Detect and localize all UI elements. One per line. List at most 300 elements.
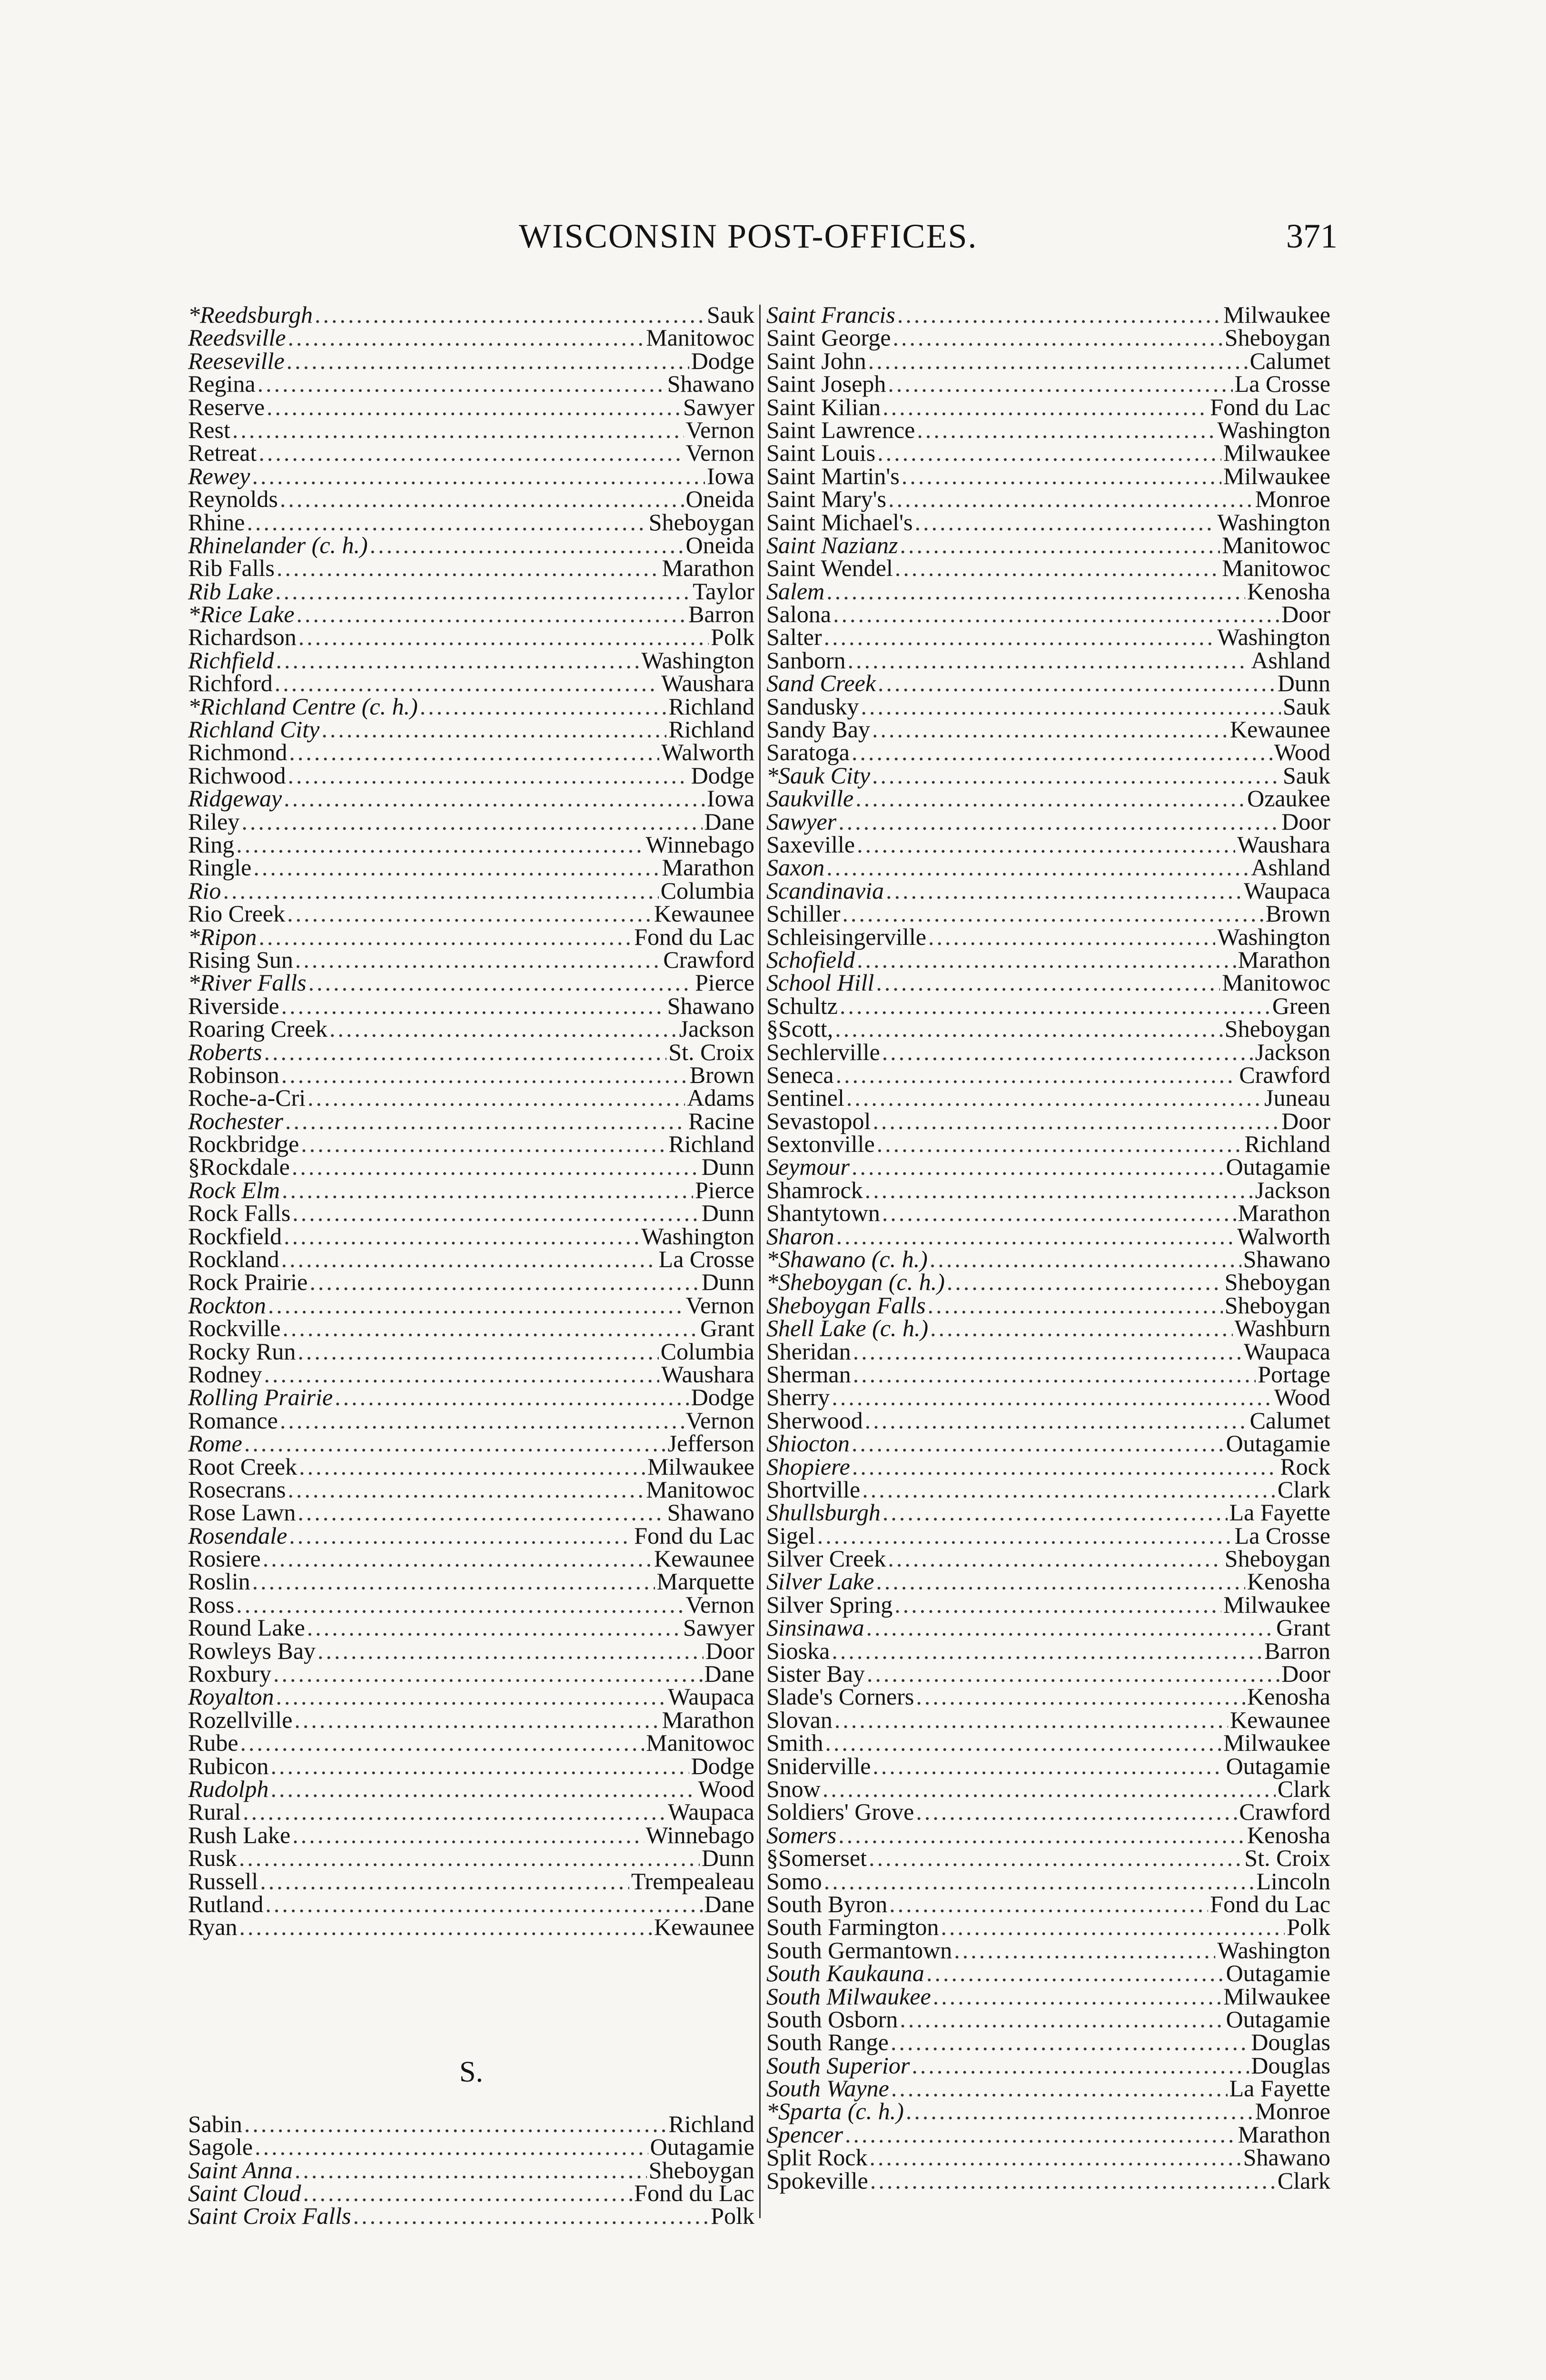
county-name: Dunn [701,1269,754,1296]
dot-leader [888,372,1232,395]
post-office-entry [188,1570,754,1593]
county-name: Outagamie [1226,1960,1330,1987]
dot-leader [836,1225,1235,1248]
dot-leader [253,856,660,879]
post-office-entry [766,1063,1330,1086]
county-name: Marquette [656,1568,754,1595]
county-name: Waupaca [668,1683,754,1710]
dot-leader [855,787,1245,810]
county-name: Adams [687,1084,754,1111]
county-name: Kenosha [1247,1568,1330,1595]
county-name: Sheboygan [1224,1269,1330,1296]
dot-leader [882,1041,1253,1063]
post-office-entry [188,1246,754,1273]
post-office-name: Shopiere [766,1453,850,1480]
county-name: Juneau [1264,1084,1330,1111]
post-office-name: Richwood [188,762,286,789]
dot-leader [232,418,684,441]
county-name: Walworth [1237,1222,1330,1250]
post-office-name: Rube [188,1729,238,1756]
post-office-name: Salem [766,577,825,605]
county-name: Milwaukee [1223,1983,1330,2010]
county-name: Kenosha [1247,1683,1330,1710]
county-name: Jackson [1255,1038,1330,1065]
section-gap [188,1939,754,2055]
post-office-name: Rolling Prairie [188,1384,333,1411]
county-name: Dodge [691,762,754,789]
post-office-name: Round Lake [188,1614,305,1641]
county-name: Door [1281,1660,1330,1687]
dot-leader [867,1662,1279,1685]
post-office-entry [188,303,754,326]
post-office-name: Rock Falls [188,1200,291,1227]
post-office-name: Rutland [188,1890,264,1917]
post-office-name: Rock Elm [188,1176,280,1203]
post-office-entry [766,879,1330,902]
post-office-entry [766,2005,1330,2033]
dot-leader [889,1893,1208,1915]
post-office-entry [766,1685,1330,1708]
post-office-entry [188,879,754,902]
post-office-name: Rockbridge [188,1130,299,1158]
county-name: Manitowoc [1222,531,1330,558]
post-office-name: Roaring Creek [188,1015,327,1042]
post-office-entry [188,1269,754,1296]
county-name: St. Croix [1244,1844,1330,1872]
county-name: Jackson [679,1015,754,1042]
post-office-entry [766,1936,1330,1964]
county-name: Door [1281,1107,1330,1134]
post-office-name: Rusk [188,1844,237,1872]
county-name: Marathon [1238,1200,1330,1227]
post-office-name: Shell Lake (c. h.) [766,1315,929,1342]
county-name: Shawano [667,370,754,397]
county-name: Sauk [1283,762,1330,789]
post-office-entry [766,2077,1330,2100]
dot-leader [281,994,665,1017]
post-office-entry [766,1777,1330,1800]
dot-leader [275,672,659,694]
post-office-entry [188,1616,754,1639]
county-name: Milwaukee [1223,1729,1330,1756]
post-office-entry [188,1130,754,1158]
post-office-name: Sherwood [766,1407,863,1434]
post-office-entry [188,1063,754,1086]
post-office-name: Ring [188,831,235,858]
post-office-name: Rose Lawn [188,1499,296,1526]
dot-leader [832,1386,1272,1408]
post-office-name: Sister Bay [766,1660,865,1687]
county-name: Richland [1244,1130,1330,1158]
dot-leader [852,1155,1224,1178]
post-office-name: Sechlerville [766,1038,880,1065]
post-office-name: Roxbury [188,1660,271,1687]
post-office-entry [188,372,754,395]
post-office-name: Sinsinawa [766,1614,864,1641]
dot-leader [930,1317,1232,1339]
county-name: Manitowoc [646,1476,754,1503]
county-name: Outagamie [1226,1752,1330,1779]
dot-leader [243,1800,666,1823]
post-office-name: South Germantown [766,1936,952,1964]
post-office-name: Romance [188,1407,278,1434]
county-name: Oneida [685,486,754,513]
dot-leader [273,1662,703,1685]
post-office-name: Regina [188,370,256,397]
county-name: Calumet [1249,1407,1330,1434]
county-name: Washburn [1234,1315,1330,1342]
county-name: Ozaukee [1247,785,1330,812]
dot-leader [877,1132,1243,1155]
county-name: Richland [668,2110,754,2137]
post-office-entry [766,601,1330,628]
dot-leader [876,1570,1245,1593]
county-name: Walworth [661,739,754,766]
county-name: La Crosse [1234,1522,1330,1549]
dot-leader [258,372,665,395]
post-office-name: Sharon [766,1222,834,1250]
dot-leader [868,349,1248,372]
post-office-entry [766,326,1330,349]
dot-leader [288,1478,644,1501]
post-office-entry [188,1340,754,1363]
post-office-name: Saukville [766,785,854,812]
dot-leader [287,349,689,372]
county-name: Marathon [662,555,754,582]
post-office-entry [188,925,754,948]
county-name: Washington [641,646,754,674]
post-office-name: *Sparta (c. h.) [766,2098,904,2125]
post-office-entry [188,764,754,787]
county-name: Shawano [667,1499,754,1526]
post-office-entry [766,1360,1330,1388]
post-office-name: Seymour [766,1153,850,1180]
post-office-name: Slade's Corners [766,1683,914,1710]
post-office-name: Saint Joseph [766,370,886,397]
dot-leader [297,1340,658,1363]
post-office-entry [188,1844,754,1872]
post-office-entry [766,1246,1330,1273]
county-name: Dunn [701,1153,754,1180]
county-name: Door [1281,808,1330,835]
dot-leader [321,718,666,741]
post-office-name: *Rice Lake [188,601,295,628]
post-office-name: Reynolds [188,486,278,513]
dot-leader [303,2182,633,2204]
post-office-name: Spokeville [766,2167,868,2194]
dot-leader [834,1708,1228,1731]
post-office-name: *Ripon [188,923,257,950]
dot-leader [941,1915,1285,1938]
post-office-name: Sandusky [766,693,859,720]
left-column-s-list [188,2112,754,2228]
county-name: Clark [1277,2167,1330,2194]
post-office-entry [188,787,754,810]
county-name: Sheboygan [1224,1015,1330,1042]
post-office-entry [766,441,1330,464]
post-office-name: Sagole [188,2133,253,2161]
post-office-name: Rockville [188,1315,281,1342]
dot-leader [915,511,1216,534]
dot-leader [872,718,1228,741]
dot-leader [277,556,660,579]
post-office-entry [766,1130,1330,1158]
dot-leader [239,1915,652,1938]
post-office-name: *Sheboygan (c. h.) [766,1269,945,1296]
post-office-name: Rosiere [188,1545,261,1572]
dot-leader [297,1501,665,1524]
dot-leader [275,580,691,603]
post-office-name: Saint Anna [188,2156,293,2183]
post-office-entry [188,1501,754,1524]
post-office-entry [766,1844,1330,1872]
post-office-name: Rhinelander (c. h.) [188,531,368,558]
county-name: Rock [1280,1453,1330,1480]
county-name: Columbia [660,877,754,904]
dot-leader [857,948,1236,971]
post-office-entry [188,441,754,464]
post-office-name: Slovan [766,1706,832,1733]
post-office-entry [188,1685,754,1708]
dot-leader [223,879,658,902]
post-office-name: §Somerset [766,1844,867,1872]
dot-leader [928,1294,1223,1317]
post-office-entry [766,1340,1330,1363]
post-office-entry [766,2029,1330,2056]
post-office-entry [766,670,1330,697]
post-office-name: Schofield [766,946,855,973]
county-name: Douglas [1251,2029,1330,2056]
post-office-name: School Hill [766,969,874,996]
post-office-name: *Sauk City [766,762,871,789]
post-office-entry [188,2179,754,2206]
dot-leader [824,625,1216,648]
post-office-name: Saint Louis [766,439,876,466]
post-office-name: Rudolph [188,1775,269,1802]
dot-leader [315,303,705,326]
county-name: Shawano [1243,1246,1330,1273]
dot-leader [281,1063,688,1086]
post-office-name: Richford [188,670,273,697]
county-name: Dodge [691,347,754,374]
post-office-name: South Byron [766,1890,888,1917]
post-office-entry [188,508,754,536]
post-office-entry [766,856,1330,879]
post-office-entry [188,1200,754,1227]
dot-leader [882,1501,1228,1524]
post-office-entry [766,1570,1330,1593]
dot-leader [895,556,1220,579]
dot-leader [826,856,1249,879]
county-name: Door [705,1637,754,1664]
dot-leader [823,1777,1276,1800]
post-office-entry [188,1478,754,1501]
dot-leader [292,1155,700,1178]
county-name: La Fayette [1229,1499,1330,1526]
dot-leader [894,1593,1221,1616]
dot-leader [824,1870,1255,1893]
county-name: La Fayette [1229,2075,1330,2102]
column-divider [759,305,761,2218]
county-name: Kenosha [1247,1821,1330,1848]
dot-leader [301,1132,666,1155]
dot-leader [420,695,667,718]
county-name: Brown [689,1061,754,1088]
post-office-entry [766,1315,1330,1342]
post-office-entry [188,1222,754,1250]
county-name: Ashland [1251,646,1330,674]
dot-leader [852,1432,1224,1455]
county-name: Monroe [1255,2098,1330,2125]
post-office-name: Ross [188,1591,235,1618]
county-name: Polk [711,2202,754,2230]
post-office-entry [766,577,1330,605]
post-office-name: Salter [766,624,822,651]
county-name: Grant [700,1315,754,1342]
county-name: Sheboygan [648,2156,754,2183]
post-office-name: Saint Nazianz [766,531,898,558]
post-office-name: South Wayne [766,2075,889,2102]
county-name: Dane [704,1890,754,1917]
county-name: Barron [688,601,754,628]
dot-leader [865,1409,1248,1432]
county-name: Shawano [1243,2144,1330,2171]
dot-leader [845,2123,1236,2146]
post-office-entry [766,1384,1330,1411]
county-name: Pierce [695,1176,754,1203]
post-office-name: Rowleys Bay [188,1637,316,1664]
post-office-name: Reserve [188,393,265,420]
dot-leader [891,2077,1228,2100]
post-office-name: Somo [766,1867,822,1894]
dot-leader [947,1270,1223,1293]
county-name: Jackson [1255,1176,1330,1203]
county-name: Dunn [701,1844,754,1872]
dot-leader [370,534,684,556]
post-office-name: Roche-a-Cri [188,1084,306,1111]
county-name: Polk [1287,1914,1330,1941]
post-office-entry [766,1821,1330,1848]
dot-leader [265,1893,702,1915]
county-name: Washington [1217,416,1330,443]
dot-leader [282,1179,693,1201]
post-office-entry [766,810,1330,833]
post-office-entry [766,1176,1330,1203]
county-name: St. Croix [668,1038,754,1065]
county-name: Portage [1258,1360,1330,1388]
post-office-entry [188,948,754,971]
post-office-entry [766,1547,1330,1570]
dot-leader [917,418,1215,441]
post-office-entry [188,741,754,764]
dot-leader [861,695,1281,718]
post-office-name: Silver Lake [766,1568,874,1595]
post-office-name: South Farmington [766,1914,939,1941]
dot-leader [308,971,694,994]
dot-leader [878,672,1276,694]
post-office-name: Richland City [188,716,320,743]
county-name: Fond du Lac [1210,393,1330,420]
dot-leader [244,1432,666,1455]
post-office-entry [766,1800,1330,1823]
post-office-entry [766,418,1330,441]
post-office-name: Robinson [188,1061,279,1088]
dot-leader [309,1270,700,1293]
county-name: Marathon [1238,946,1330,973]
post-office-entry [188,2112,754,2135]
post-office-entry [188,2133,754,2161]
post-office-name: Shantytown [766,1200,880,1227]
dot-leader [236,833,644,856]
post-office-entry [188,1662,754,1685]
county-name: Sheboygan [1224,1545,1330,1572]
county-name: Oneida [685,531,754,558]
post-office-entry [188,1455,754,1478]
county-name: Outagamie [1226,2005,1330,2033]
post-office-name: Silver Creek [766,1545,886,1572]
county-name: Waupaca [668,1798,754,1825]
post-office-name: Somers [766,1821,837,1848]
post-office-entry [766,1960,1330,1987]
post-office-entry [188,1432,754,1455]
dot-leader [893,326,1223,349]
post-office-entry [188,1708,754,1731]
post-office-entry [766,2169,1330,2192]
county-name: Wood [1274,1384,1330,1411]
post-office-name: Rubicon [188,1752,269,1779]
post-office-entry [188,856,754,879]
post-office-entry [188,718,754,741]
county-name: Washington [1217,1936,1330,1964]
county-name: Waupaca [1244,877,1330,904]
county-name: Sheboygan [648,508,754,536]
post-office-name: Saint Cloud [188,2179,301,2206]
dot-leader [298,625,709,648]
post-office-name: Richfield [188,646,274,674]
dot-leader [833,603,1279,625]
post-office-entry [188,531,754,558]
county-name: Fond du Lac [1210,1890,1330,1917]
post-office-entry [766,1501,1330,1524]
dot-leader [236,1593,684,1616]
county-name: Wood [1274,739,1330,766]
dot-leader [258,925,632,948]
county-name: Kewaunee [1230,1706,1330,1733]
post-office-name: Schultz [766,992,838,1019]
post-office-name: Scandinavia [766,877,884,904]
post-office-name: Rome [188,1430,242,1457]
post-office-entry [766,393,1330,420]
post-office-entry [188,1731,754,1754]
dot-leader [838,1824,1245,1846]
dot-leader [906,2100,1253,2122]
post-office-entry [766,1593,1330,1616]
post-office-entry [766,1155,1330,1178]
post-office-entry [188,1017,754,1040]
post-office-entry [188,1384,754,1411]
dot-leader [353,2204,709,2227]
post-office-entry [188,1867,754,1894]
post-office-name: Sigel [766,1522,815,1549]
post-office-entry [188,902,754,925]
post-office-entry [188,1593,754,1616]
post-office-name: Saxeville [766,831,855,858]
post-office-entry [188,555,754,582]
county-name: Vernon [685,1591,754,1618]
post-office-entry [766,349,1330,372]
post-office-entry [188,833,754,856]
post-office-entry [188,695,754,718]
